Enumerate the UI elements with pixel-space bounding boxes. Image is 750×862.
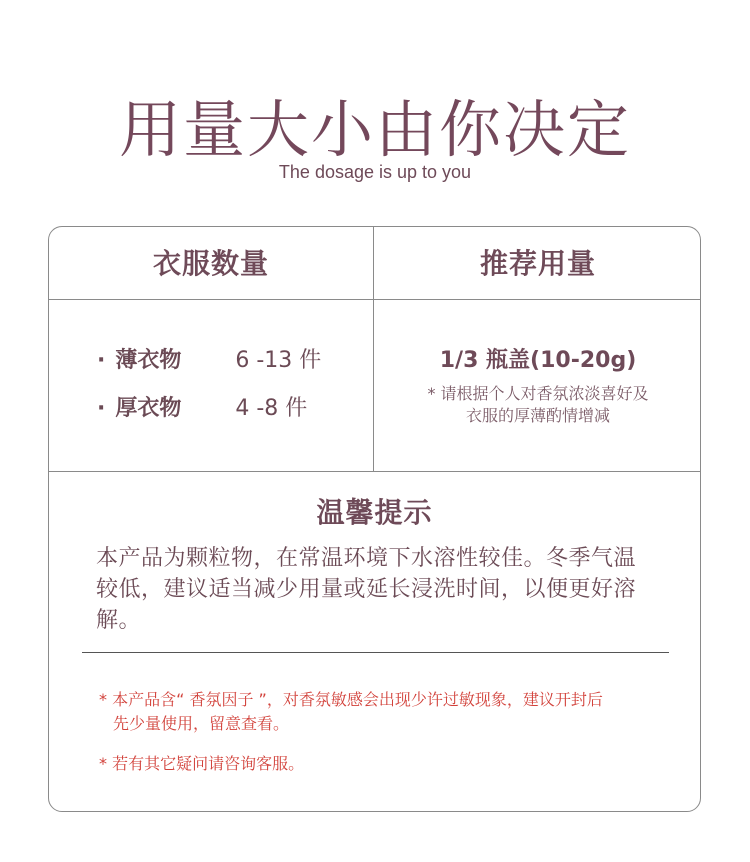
bullet: · [97, 348, 106, 373]
table-bottom-divider [49, 471, 700, 472]
dosage-value: 1/3 瓶盖(10-20g) [439, 348, 637, 373]
recommended-dosage-header: 推荐用量 [479, 247, 596, 280]
tips-body: 本产品为颗粒物，在常温环境下水溶性较佳。冬季气温较低，建议适当减少用量或延长浸洗时间，以便更好溶解。 [96, 546, 637, 633]
table-row-thin-clothes [97, 346, 321, 376]
clothes-quantity-header: 衣服数量 [152, 247, 269, 280]
clothes-type: 薄衣物 [115, 348, 182, 373]
tips-divider [82, 652, 669, 653]
warning-fragrance [99, 688, 659, 736]
warning-contact-service: * 若有其它疑问请咨询客服。 [99, 754, 305, 773]
clothes-type: 厚衣物 [115, 396, 182, 421]
page-subtitle: The dosage is up to you [278, 162, 472, 182]
warning-fragrance-line1: * 本产品含“ 香氛因子 ”，对香氛敏感会出现少许过敏现象，建议开封后 [99, 690, 603, 709]
page-title: 用量大小由你决定 [118, 93, 631, 166]
dosage-note [374, 383, 701, 427]
clothes-count: 6 -13 件 [235, 348, 322, 373]
dosage-note-line2: 衣服的厚薄酌情增减 [465, 406, 610, 425]
clothes-count: 4 -8 件 [235, 396, 308, 421]
dosage-card [48, 226, 701, 812]
warning-fragrance-line2: 先少量使用，留意查看。 [113, 714, 290, 733]
bullet: · [97, 396, 106, 421]
tips-title: 温馨提示 [316, 496, 433, 529]
table-row-thick-clothes [97, 394, 307, 424]
dosage-note-line1: * 请根据个人对香氛浓淡喜好及 [427, 384, 649, 403]
